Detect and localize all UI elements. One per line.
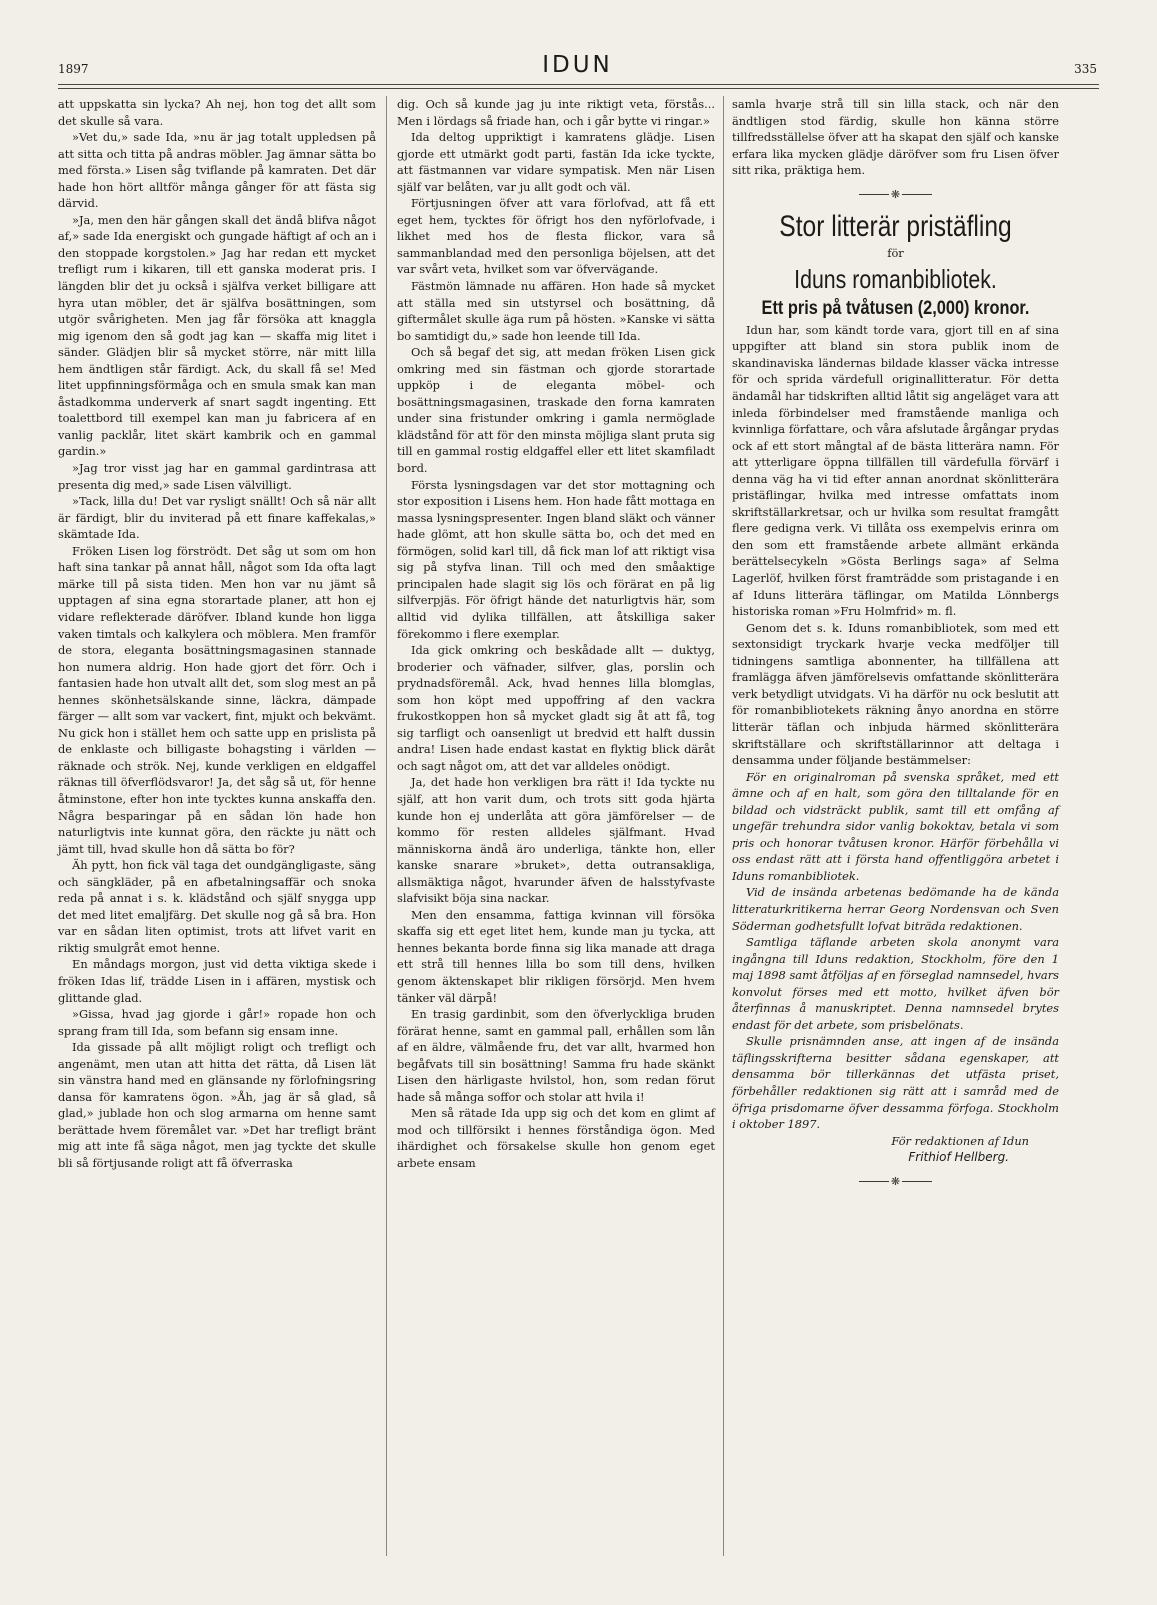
divider-star-icon: ❋	[890, 1174, 901, 1188]
announcement-subject: Iduns romanbibliotek.	[794, 263, 997, 294]
announcement-rule: Samtliga täflande arbeten skola anonymt vara ingångna till Iduns redaktion, Stockholm, före den 1 maj 1898 samt åtföljas af en förseglad namnsedel, hvars konvolut förses med ett motto, hvilket äfven bör återfinnas å manuskriptet. Denna namnsedel brytes endast för det arbete, som prisbelönats.	[732, 935, 1059, 1032]
section-divider-end	[732, 1174, 1059, 1191]
col3-intro: samla hvarje strå till sin lilla stack, och när den ändtligen stod färdig, skulle hon känna större tillfredsställelse öfver att ha skapat den själf och kanske erfara lika mycken glädje däröfver som fru Lisen öfver sitt rika, präktiga hem.	[732, 97, 1059, 178]
col2-paragraph: Men så rätade Ida upp sig och det kom en glimt af mod och tillförsikt i hennes förståndiga ögon. Med ihärdighet och försakelse skulle hon genom eget arbete ensam	[397, 1106, 715, 1170]
announcement-prize: Ett pris på tvåtusen (2,000) kronor.	[761, 297, 1030, 319]
column-divider-2	[723, 96, 724, 1556]
col2-paragraph: Men den ensamma, fattiga kvinnan vill försöka skaffa sig ett eget litet hem, kunde man ju tycka, att hennes bekanta borde finna sig lika manade att draga ett strå till hennes lilla bo som till dens, hvilken genom äktenskapet blir rikligen försörjd. Men hvem tänker väl därpå!	[397, 907, 715, 1005]
announcement-for: för	[887, 246, 904, 261]
col2-paragraph: Ida gick omkring och beskådade allt — duktyg, broderier och väfnader, silfver, glas, porslin och prydnadsföremål. Ack, hvad hennes lilla blomglas, som hon köpt med uppoffring af den vackra frukostkoppen hon så mycket gladt sig åt att få, tog sig tarfligt och oansenligt ut bredvid ett halft dussin andra! Lisen hade endast kastat en flyktig blick däråt och sagt något om, att det var alldeles onödigt.	[397, 643, 715, 773]
col2-paragraph: Första lysningsdagen var det stor mottagning och stor exposition i Lisens hem. Hon hade fått mottaga en massa lysningspresenter. Ingen bland släkt och vänner hade glömt, att hon skulle sätta bo, och det med en förmögen, solid karl till, då fick man lof att riktigt visa sig på styfva linan. Till och med den småaktige principalen hade slagit sig lös och förärat en på lig silfverpjäs. För öfrigt hände det naturligtvis här, som alltid vid dylika tillfällen, att åtskilliga saker förekommo i flere exemplar.	[397, 477, 715, 641]
announcement-title: Stor litterär pristäfling	[779, 210, 1012, 244]
header-title: IDUN	[542, 52, 613, 78]
col1-paragraph: »Ja, men den här gången skall det ändå blifva något af,» sade Ida energiskt och gungade häftigt af och an i den stoppade korgstolen.» Jag har redan ett mycket trefligt rum i kikaren, till ett ganska moderat pris. I längden blir det ju också i själfva verket billigare att hyra utan möbler, det är själfva bosättningen, som utgör svårigheten. Men jag får försöka att knaggla mig igenom den så godt jag kan — skaffa mig litet i sänder. Glädjen blir så mycket större, när mitt lilla hem ändtligen står färdigt. Ack, du skall få se! Med litet uppfinningsförmåga och en smula smak kan man åstadkomma underverk af snart sagdt ingenting. Ett toalettbord till exempel kan man ju fabricera af en vanlig packlår, litet skärt kambrik och en gammal gardin.»	[58, 212, 376, 459]
col2-paragraph: Ida deltog uppriktigt i kamratens glädje. Lisen gjorde ett utmärkt godt parti, fastän Ida icke tyckte, att fästmannen var vidare sympatisk. Men när Lisen själf var belåten, var ju allt godt och väl.	[397, 130, 715, 194]
announcement-paragraph: Genom det s. k. Iduns romanbibliotek, som med ett sextonsidigt tryckark hvarje vecka medföljer till tidningens samtliga abonnenter, ha tillfällena att framlägga äfven jämförelsevis omfattande skönlitterära verk betydligt utvidgats. Vi ha därför nu ock beslutit att för romanbibliotekets räkning ånyo anordna en större litterär täflan och inbjuda härmed skönlitterära skriftställare och skriftställarinnor att deltaga i densamma under följande bestämmelser:	[732, 620, 1059, 768]
announcement-rule: För en originalroman på svenska språket, med ett ämne och af en halt, som göra den tilltalande för en bildad och vidsträckt publik, samt till ett omfång af ungefär trehundra sidor vanlig bokoktav, betala vi som pris och honorar tvåtusen kronor. Härför förbehålla vi oss endast rätt att i första hand offentliggöra arbetet i Iduns romanbibliotek.	[732, 769, 1059, 883]
column-2	[397, 96, 715, 1172]
col1-paragraph: Äh pytt, hon fick väl taga det oundgängligaste, säng och sängkläder, på en afbetalningsaffär och snoka reda på annat i s. k. klädstånd och själf snygga upp det med litet emaljfärg. Det skulle nog gå så bra. Hon var en sådan liten optimist, trots att lifvet varit en riktig smulgråt emot henne.	[58, 858, 376, 955]
announcement-rule: Vid de insända arbetenas bedömande ha de kända litteraturkritikerna herrar Georg Nordensvan och Sven Söderman godhetsfullt lofvat biträda redaktionen.	[732, 885, 1059, 933]
col2-paragraph: dig. Och så kunde jag ju inte riktigt veta, förstås... Men i lördags så friade han, och i går bytte vi ringar.»	[397, 97, 715, 128]
column-3	[732, 96, 1059, 1196]
divider-star-icon: ❋	[890, 187, 901, 201]
page-header	[58, 52, 1097, 86]
col1-paragraph: Fröken Lisen log förströdt. Det såg ut som om hon haft sina tankar på annat håll, något som Ida ofta lagt märke till på sista tiden. Men hon var nu jämt så upptagen af sina egna storartade planer, att hon ej vidare reflekterade däröfver. Ibland kunde hon ligga vaken timtals och kalkylera och möblera. Men framför de stora, eleganta bosättningsmagasinen stannade hon numera aldrig. Hon hade gjort det förr. Och i fantasien hade hon utvalt allt det, som slog mest an på hennes skönhetsälskande sinne, läckra, dämpade färger — allt som var vackert, fint, mjukt och bekvämt. Nu gick hon i stället hem och satte upp en prislista på de enklaste och billigaste bohagsting i världen — räknade och strök. Nej, kunde verkligen en eldgaffel räknas till öfverflödsvaror! Ja, det såg så ut, för henne åtminstone, efter hon inte tycktes kunna anskaffa den. Några besparingar på en sådan lön hade hon naturligtvis inte kunnat göra, den räckte ju nätt och jämt till, hvad skulle hon då sätta bo för?	[58, 543, 376, 856]
col2-paragraph: Fästmön lämnade nu affären. Hon hade så mycket att ställa med sin utstyrsel och bosättning, då giftermålet skulle äga rum på hösten. »Kanske vi sätta bo samtidigt du,» sade hon leende till Ida.	[397, 279, 715, 343]
column-divider-1	[386, 96, 387, 1556]
col1-paragraph: Ida gissade på allt möjligt roligt och trefligt och angenämt, men utan att hitta det rätta, då Lisen lät sin vänstra hand med en glänsande ny förlofningsring dansa för kamratens ögon. »Åh, jag är så glad, så glad,» jublade hon och slog armarna om henne samt berättade hvem föremålet var. »Det har trefligt bränt mig att inte få säga något, men jag tyckte det skulle bli så förtjusande roligt att få öfverraska	[58, 1040, 376, 1170]
col1-paragraph: »Gissa, hvad jag gjorde i går!» ropade hon och sprang fram till Ida, som befann sig ensam inne.	[58, 1007, 376, 1038]
col1-paragraph: »Vet du,» sade Ida, »nu är jag totalt uppledsen på att sitta och titta på andras möbler. Jag ämnar sätta bo med första.» Lisen såg tviflande på kamraten. Det där hade hon hört alltför många gånger för att fästa sig därvid.	[58, 130, 376, 211]
header-rule-top	[58, 84, 1099, 85]
announcement-signature: Frithiof Hellberg.	[908, 1150, 1009, 1165]
col2-paragraph: Ja, det hade hon verkligen bra rätt i! Ida tyckte nu själf, att hon varit dum, och trots sitt goda hjärta kunde hon ej underlåta att göra jämförelser — de kommo för resten alldeles själfmant. Hvad människorna ändå äro underliga, tänkte hon, eller kanske snarare »bruket», detta outransakliga, allsmäktiga något, hvarunder äfven de halsstyfvaste slafvisikt böja sina nackar.	[397, 775, 715, 906]
col2-paragraph: Och så begaf det sig, att medan fröken Lisen gick omkring med sin fästman och gjorde storartade uppköp i de eleganta möbel- och bosättningsmagasinen, traskade den forna kamraten under sina fristunder omkring i gamla nermöglade klädstånd för att för den minsta möjliga slant pruta sig till en gammal rostig eldgaffel eller ett litet skamfiladt bord.	[397, 345, 715, 476]
col1-paragraph: att uppskatta sin lycka? Ah nej, hon tog det allt som det skulle så vara.	[58, 97, 376, 128]
col1-paragraph: »Tack, lilla du! Det var rysligt snällt! Och så när allt är färdigt, blir du inviterad på ett finare kaffekalas,» skämtade Ida.	[58, 494, 376, 542]
column-1	[58, 96, 376, 1172]
col1-paragraph: »Jag tror visst jag har en gammal gardintrasa att presenta dig med,» sade Lisen välvilligt.	[58, 461, 376, 492]
col1-paragraph: En måndags morgon, just vid detta viktiga skede i fröken Idas lif, trädde Lisen in i affären, mystisk och glittande glad.	[58, 957, 376, 1005]
header-year: 1897	[58, 62, 89, 76]
col2-paragraph: En trasig gardinbit, som den öfverlyckliga bruden förärat henne, samt en gammal pall, erhållen som lån af en äldre, välmående fru, det var allt, hvarmed hon begåfvats till sin bosättning! Samma fru hade skänkt Lisen den härligaste hvilstol, hon, som redan förut hade så många soffor och stolar att hvila i!	[397, 1007, 715, 1104]
header-rule-bottom	[58, 88, 1099, 89]
announcement-paragraph: Idun har, som kändt torde vara, gjort till en af sina uppgifter att bland sin stora publik inom de skandinaviska ländernas bildade klasser väcka intresse för och sprida värdefull originallitteratur. För detta ändamål har tidskriften alltid låtit sig angeläget vara att inleda förbindelser med framstående manliga och kvinnliga författare, och våra afslutade årgångar prydas ock af ett stort mångtal af de bästa litterära namn. För att ytterligare öppna tillfällen till värdefulla förvärf i denna väg ha vi tid efter annan anordnat skönlitterära pristäflingar, hvilka med intresse omfattats inom skriftställarkretsar, och ur hvilka som resultat framgått flere gedigna verk. Vi tillåta oss exempelvis erinra om den som ett framstående arbete allmänt erkända berättelsecykeln »Gösta Berlings saga» af Selma Lagerlöf, hvilken först framträdde som pristagande i en af Iduns litterära täflingar, om Matilda Lönnbergs historiska roman »Fru Holmfrid» m. fl.	[732, 322, 1059, 619]
col2-paragraph: Förtjusningen öfver att vara förlofvad, att få ett eget hem, tycktes för öfrigt hos den nyförlofvade, i likhet med hos de flesta flickor, vara så sammanblandad med den personliga böjelsen, att det var svårt veta, hvilket som var öfvervägande.	[397, 196, 715, 277]
section-divider	[732, 187, 1059, 204]
announcement-rule: Skulle prisnämnden anse, att ingen af de insända täflingsskrifterna besitter sådana egenskaper, att densamma bör tillerkännas det utfästa priset, förbehåller redaktionen sig rätt att i samråd med de öfriga prisdomarne öfver dessamma förfoga. Stockholm i oktober 1897.	[732, 1034, 1059, 1132]
announcement-signoff: För redaktionen af Idun	[891, 1133, 1029, 1148]
header-page-number: 335	[1074, 62, 1097, 76]
